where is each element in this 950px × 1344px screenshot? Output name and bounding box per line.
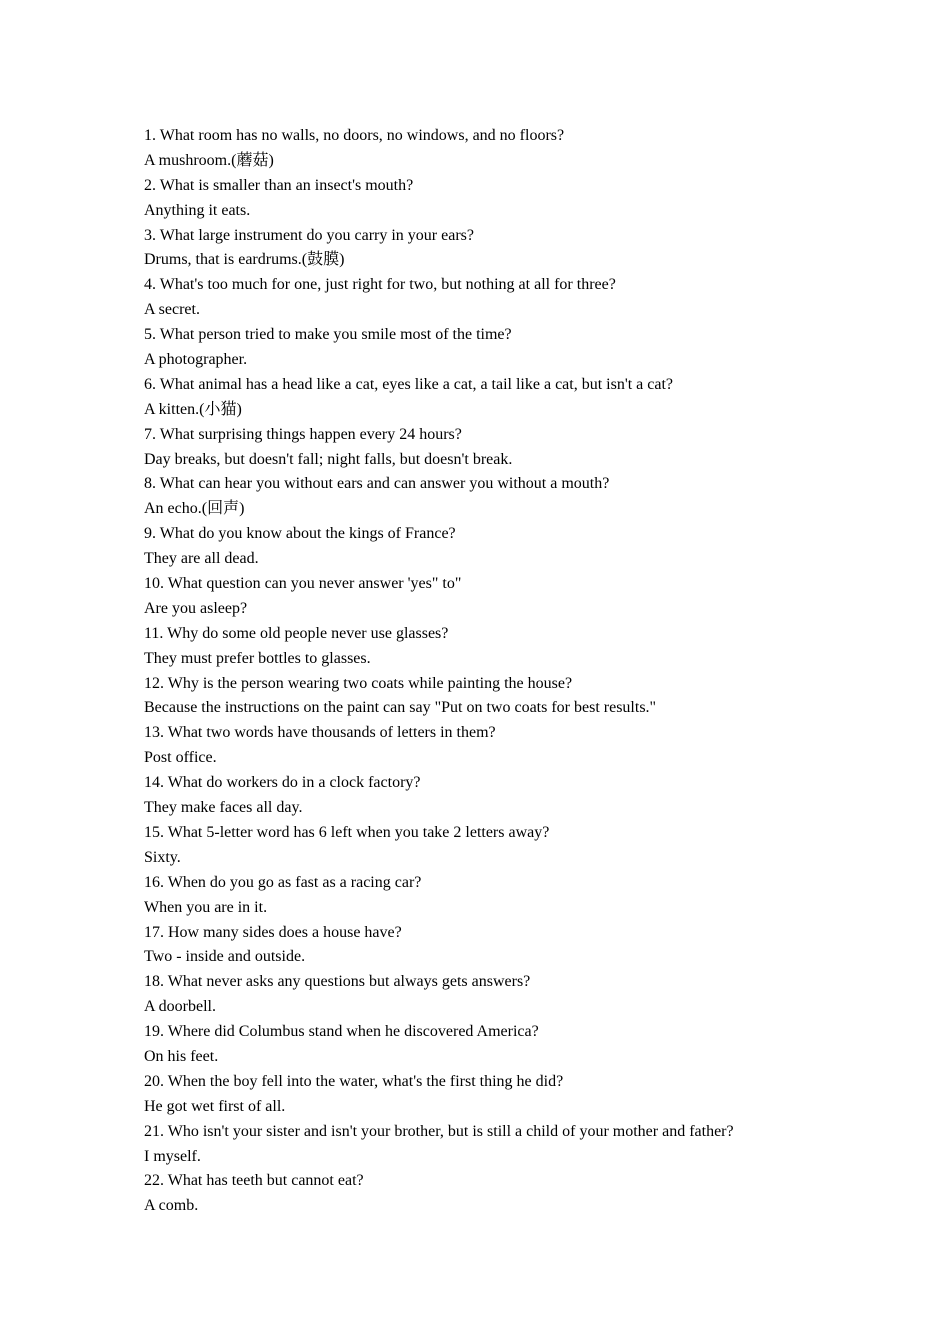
riddle-answer: I myself. [144, 1147, 201, 1165]
riddle-answer: Anything it eats. [144, 201, 251, 219]
riddle-answer: Post office. [144, 749, 217, 767]
riddle-answer: A mushroom.(蘑菇) [144, 151, 274, 169]
riddle-answer: They must prefer bottles to glasses. [144, 649, 371, 667]
riddle-question: 10. What question can you never answer 'yes" to" [144, 575, 462, 593]
riddle-answer: Are you asleep? [144, 599, 248, 617]
riddle-answer: Drums, that is eardrums.(鼓膜) [144, 251, 345, 269]
riddle-answer: A secret. [144, 301, 200, 319]
riddle-question: 3. What large instrument do you carry in your ears? [144, 226, 474, 244]
riddle-answer: Sixty. [144, 848, 181, 866]
riddle-question: 5. What person tried to make you smile most of the time? [144, 326, 512, 344]
riddle-answer: A kitten.(小猫) [144, 400, 242, 418]
riddle-question: 6. What animal has a head like a cat, eyes like a cat, a tail like a cat, but isn't a cat? [144, 375, 674, 393]
riddle-question: 20. When the boy fell into the water, what's the first thing he did? [144, 1072, 564, 1090]
riddle-answer: A photographer. [144, 351, 248, 369]
riddle-question: 4. What's too much for one, just right for two, but nothing at all for three? [144, 276, 616, 294]
riddle-question: 12. Why is the person wearing two coats while painting the house? [144, 674, 573, 692]
riddle-answer: Day breaks, but doesn't fall; night falls, but doesn't break. [144, 450, 513, 468]
riddle-answer: Two - inside and outside. [144, 948, 306, 966]
riddle-answer: He got wet first of all. [144, 1097, 286, 1115]
riddle-question: 14. What do workers do in a clock factory? [144, 774, 421, 792]
riddle-question: 1. What room has no walls, no doors, no windows, and no floors? [144, 127, 565, 144]
riddle-answer: On his feet. [144, 1047, 219, 1065]
riddle-question: 11. Why do some old people never use glasses? [144, 624, 449, 642]
riddle-question: 22. What has teeth but cannot eat? [144, 1172, 364, 1190]
riddle-question: 7. What surprising things happen every 24 hours? [144, 425, 462, 443]
riddle-question: 19. Where did Columbus stand when he discovered America? [144, 1023, 539, 1041]
riddle-answer: They make faces all day. [144, 799, 303, 817]
riddle-answer: When you are in it. [144, 898, 268, 916]
riddle-question: 9. What do you know about the kings of France? [144, 525, 456, 543]
riddle-question: 13. What two words have thousands of letters in them? [144, 724, 496, 742]
riddle-question: 16. When do you go as fast as a racing car? [144, 873, 422, 891]
riddle-question: 2. What is smaller than an insect's mouth? [144, 176, 414, 194]
riddle-question: 17. How many sides does a house have? [144, 923, 402, 941]
riddle-question: 8. What can hear you without ears and can answer you without a mouth? [144, 475, 610, 493]
riddle-answer: An echo.(回声) [144, 500, 245, 518]
riddle-question: 21. Who isn't your sister and isn't your brother, but is still a child of your mother and father? [144, 1122, 734, 1140]
riddle-answer: A comb. [144, 1197, 199, 1215]
riddle-question: 15. What 5-letter word has 6 left when you take 2 letters away? [144, 823, 550, 841]
riddle-answer: Because the instructions on the paint can say "Put on two coats for best results." [144, 699, 657, 717]
riddle-document [144, 124, 904, 1219]
riddle-answer: A doorbell. [144, 998, 216, 1016]
riddle-question: 18. What never asks any questions but always gets answers? [144, 973, 531, 991]
riddle-answer: They are all dead. [144, 550, 259, 568]
